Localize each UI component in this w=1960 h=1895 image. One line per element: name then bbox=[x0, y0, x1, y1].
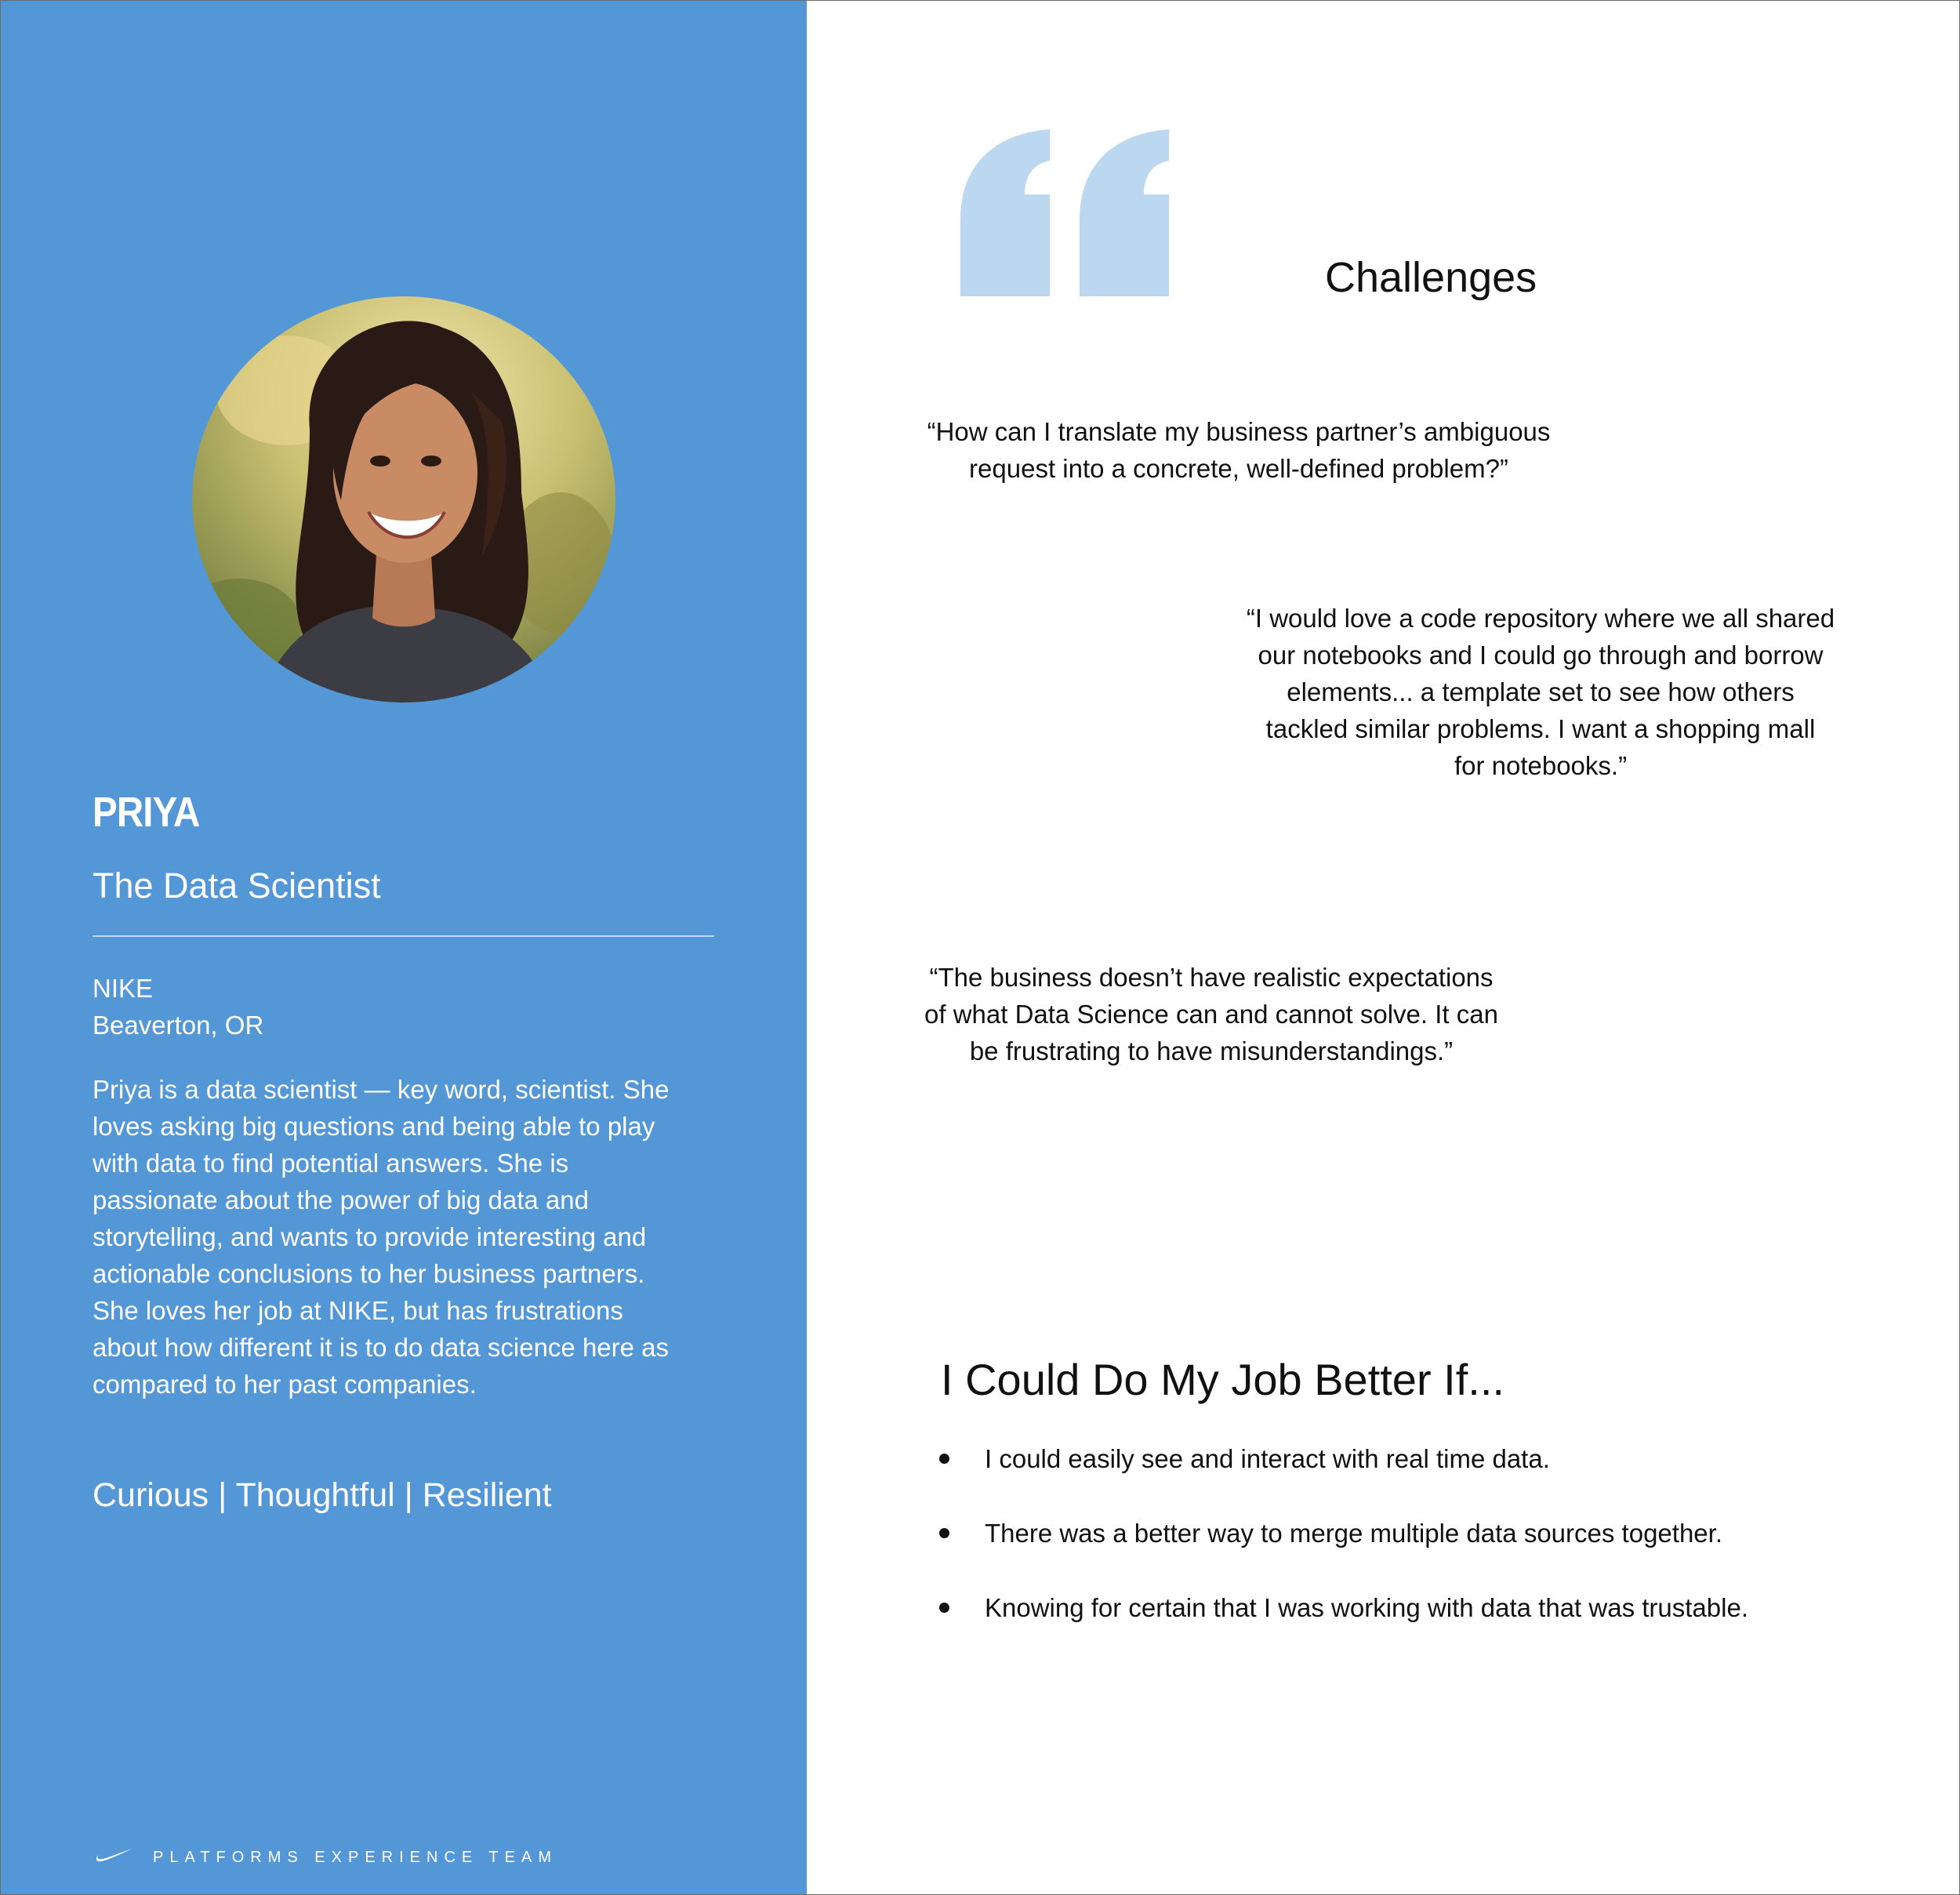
list-item-text: Knowing for certain that I was working with data that was trustable. bbox=[985, 1593, 1748, 1622]
bio-line: about how different it is to do data science here as bbox=[93, 1333, 670, 1362]
quote-line: “How can I translate my business partner’s ambiguous bbox=[927, 417, 1551, 446]
quote-line: “The business doesn’t have realistic expectations bbox=[929, 963, 1494, 992]
bio-line: She loves her job at NIKE, but has frustrations bbox=[93, 1296, 623, 1325]
persona-traits: Curious | Thoughtful | Resilient bbox=[93, 1476, 552, 1514]
persona-role: The Data Scientist bbox=[93, 866, 381, 906]
quote-line: “I would love a code repository where we all shared bbox=[1246, 604, 1835, 633]
quote-line: tackled similar problems. I want a shopping mall bbox=[1265, 714, 1816, 743]
persona-bio bbox=[93, 1071, 720, 1403]
persona-panel bbox=[0, 0, 807, 1895]
person-photo-icon bbox=[192, 296, 615, 702]
swoosh-icon bbox=[96, 1848, 132, 1868]
persona-name: PRIYA bbox=[93, 789, 200, 836]
bio-line: actionable conclusions to her business partners. bbox=[93, 1259, 645, 1288]
company-name: NIKE bbox=[93, 974, 154, 1003]
quote-line: be frustrating to have misunderstandings.” bbox=[969, 1036, 1454, 1065]
bio-line: compared to her past companies. bbox=[93, 1370, 477, 1399]
quote-line: of what Data Science can and cannot solve. It can bbox=[924, 1000, 1498, 1029]
quote-line: elements... a template set to see how others bbox=[1287, 677, 1795, 706]
challenge-quote bbox=[902, 959, 1521, 1069]
challenges-title: Challenges bbox=[1325, 254, 1537, 301]
bio-line: loves asking big questions and being able to play bbox=[93, 1112, 655, 1141]
list-item-text: There was a better way to merge multiple data sources together. bbox=[985, 1519, 1722, 1548]
bullet-icon bbox=[939, 1528, 949, 1538]
bio-line: with data to find potential answers. She is bbox=[93, 1149, 569, 1178]
quote-line: our notebooks and I could go through and borrow bbox=[1258, 641, 1824, 670]
bullet-icon bbox=[939, 1454, 949, 1464]
bullet-icon bbox=[939, 1603, 949, 1613]
bio-line: storytelling, and wants to provide interesting and bbox=[93, 1222, 647, 1251]
bio-line: passionate about the power of big data and bbox=[93, 1185, 589, 1214]
footer-team-label: PLATFORMS EXPERIENCE TEAM bbox=[153, 1849, 557, 1866]
quote-line: request into a concrete, well-defined problem?” bbox=[969, 454, 1508, 483]
better-title: I Could Do My Job Better If... bbox=[941, 1355, 1504, 1404]
quote-line: for notebooks.” bbox=[1454, 751, 1628, 780]
bio-line: Priya is a data scientist — key word, scientist. She bbox=[93, 1075, 670, 1104]
quote-mark-icon bbox=[960, 129, 1169, 300]
company-info bbox=[93, 970, 263, 1044]
avatar bbox=[192, 296, 615, 702]
divider bbox=[93, 935, 714, 937]
company-location: Beaverton, OR bbox=[93, 1011, 264, 1040]
challenge-quote bbox=[902, 413, 1576, 487]
challenge-quote bbox=[1223, 600, 1858, 784]
list-item-text: I could easily see and interact with real time data. bbox=[985, 1444, 1550, 1473]
